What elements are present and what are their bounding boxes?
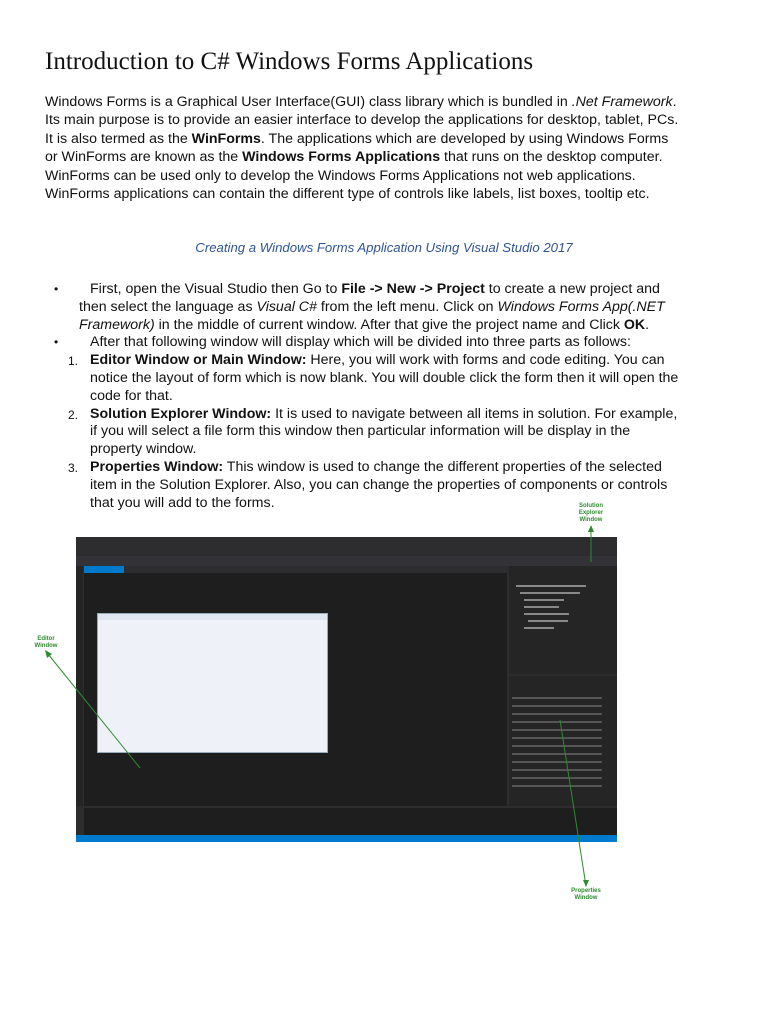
arrow-head-icon [583, 880, 589, 887]
page-title: Introduction to C# Windows Forms Applications [45, 48, 534, 75]
intro-text: Its main purpose is to provide an easier interface to develop the applications for desktop, tablet, PCs. [45, 112, 679, 129]
intro-text: . [672, 94, 677, 110]
intro-text: Windows Forms is a Graphical User Interface(GUI) class library which is bundled in [45, 94, 572, 110]
arrow-head-icon [588, 525, 594, 532]
annotation-text: Window [579, 517, 603, 523]
intro-text: WinForms applications can contain the different type of controls like labels, list boxes, tooltip etc. [45, 186, 650, 203]
item-text: It is used to navigate between all items in solution. For example, [271, 405, 678, 422]
bullet-text: then select the language as [79, 298, 257, 315]
intro-text: Windows Forms Applications [242, 149, 441, 166]
annotation-text: Explorer [578, 510, 604, 516]
item-text: code for that. [90, 387, 173, 404]
bullet-text: to create a new project and [484, 281, 660, 297]
bullet-text: in the middle of current window. After that give the project name and Click [154, 316, 624, 333]
item-text: that you will add to the forms. [90, 494, 275, 511]
bullet-text: Framework) [79, 316, 155, 333]
item-number: 1. [68, 354, 79, 369]
item-number: 3. [68, 460, 79, 475]
bullet-text: File -> New -> Project [341, 281, 485, 297]
annotation-text: Properties [571, 888, 601, 894]
intro-text: or WinForms are known as the [45, 149, 243, 166]
bullet-text: from the left menu. Click on [316, 298, 498, 315]
bullet-text: Windows Forms App(.NET [497, 298, 665, 315]
intro-text: WinForms [191, 130, 261, 147]
bullet-text: After that following window will display which will be divided into three parts as follows: [90, 334, 631, 351]
bullet-text: . [645, 316, 650, 333]
arrow-line [48, 654, 140, 768]
item-text: property window. [90, 441, 197, 458]
intro-text: that runs on the desktop computer. [440, 149, 663, 166]
annotation-text: Solution [579, 503, 603, 509]
annotation-text: Window [34, 643, 58, 649]
item-label: Properties Window: [90, 458, 224, 475]
annotation-text: Window [574, 895, 598, 901]
item-text: notice the layout of form which is now blank. You will double click the form then it will open the [90, 369, 679, 386]
bullet-icon: • [54, 282, 59, 296]
intro-text: . The applications which are developed by using Windows Forms [260, 130, 669, 147]
item-text: Here, you will work with forms and code editing. You can [306, 352, 665, 369]
bullet-text: OK [623, 316, 646, 333]
intro-text: It is also termed as the [45, 130, 192, 147]
intro-text: WinForms can be used only to develop the Windows Forms Applications not web applications. [45, 167, 636, 184]
item-text: if you will select a file form this window then particular information will be display in the [90, 423, 631, 440]
annotation-text: Editor [37, 636, 55, 642]
item-number: 2. [68, 407, 79, 422]
arrow-head-icon [45, 650, 52, 658]
bullet-icon: • [54, 335, 59, 350]
bullet-text: First, open the Visual Studio then Go to [90, 281, 342, 297]
intro-text: .Net Framework [571, 94, 673, 110]
section-subheading: Creating a Windows Forms Application Using Visual Studio 2017 [195, 240, 573, 255]
item-label: Solution Explorer Window: [90, 405, 272, 422]
item-text: This window is used to change the different properties of the selected [223, 458, 662, 475]
item-text: item in the Solution Explorer. Also, you can change the properties of components or controls [90, 476, 668, 493]
arrow-line [560, 720, 586, 886]
item-label: Editor Window or Main Window: [90, 352, 307, 369]
bullet-text: Visual C# [256, 298, 317, 315]
